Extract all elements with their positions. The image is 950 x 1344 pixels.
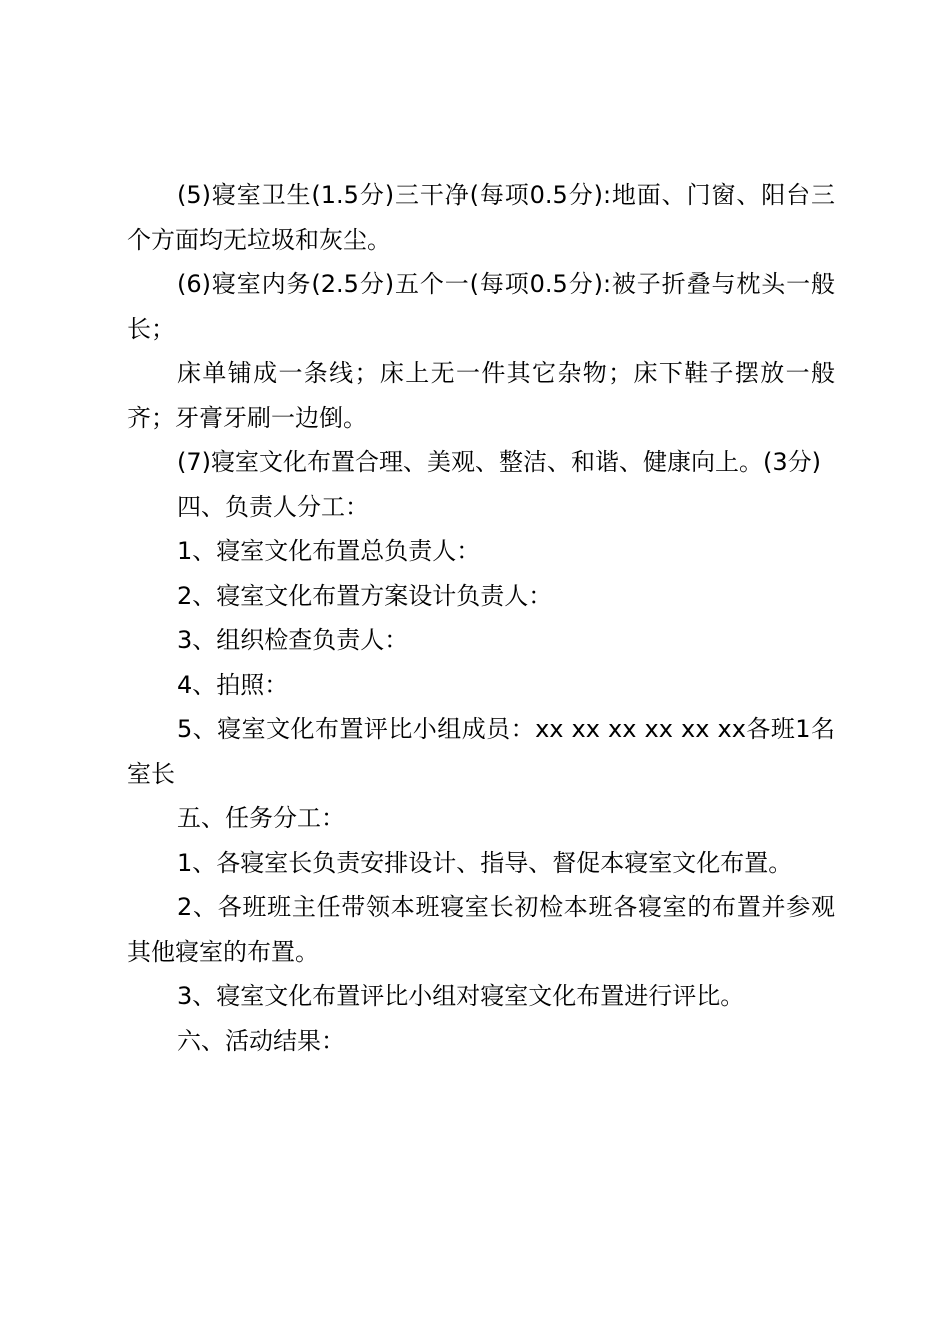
section-heading-results: 六、活动结果： xyxy=(177,1026,345,1055)
paragraph-housekeeping-details: 床单铺成一条线；床上无一件其它杂物；床下鞋子摆放一般齐；牙膏牙刷一边倒。 xyxy=(127,359,835,432)
list-item-task-judging-panel: 3、寝室文化布置评比小组对寝室文化布置进行评比。 xyxy=(177,982,745,1010)
section-heading-tasks: 五、任务分工： xyxy=(177,804,345,832)
paragraph-housekeeping-rule: (6)寝室内务(2.5分)五个一(每项0.5分):被子折叠与枕头一般长； xyxy=(127,270,835,343)
paragraph-hygiene-rule: (5)寝室卫生(1.5分)三干净(每项0.5分):地面、门窗、阳台三个方面均无垃圾和灰尘。 xyxy=(127,181,835,254)
list-item-inspection-lead: 3、组织检查负责人： xyxy=(177,626,409,654)
paragraph-culture-rule: (7)寝室文化布置合理、美观、整洁、和谐、健康向上。(3分) xyxy=(177,448,821,476)
list-item-overall-lead: 1、寝室文化布置总负责人： xyxy=(177,537,481,565)
document-page xyxy=(127,173,835,1063)
list-item-judging-panel: 5、寝室文化布置评比小组成员：xx xx xx xx xx xx各班1名室长 xyxy=(127,715,835,788)
list-item-design-lead: 2、寝室文化布置方案设计负责人： xyxy=(177,581,553,610)
section-heading-responsibilities: 四、负责人分工： xyxy=(177,492,369,521)
list-item-task-class-teachers: 2、各班班主任带领本班寝室长初检本班各寝室的布置并参观其他寝室的布置。 xyxy=(127,893,835,966)
list-item-task-dorm-heads: 1、各寝室长负责安排设计、指导、督促本寝室文化布置。 xyxy=(177,848,793,877)
list-item-photography: 4、拍照： xyxy=(177,670,289,699)
